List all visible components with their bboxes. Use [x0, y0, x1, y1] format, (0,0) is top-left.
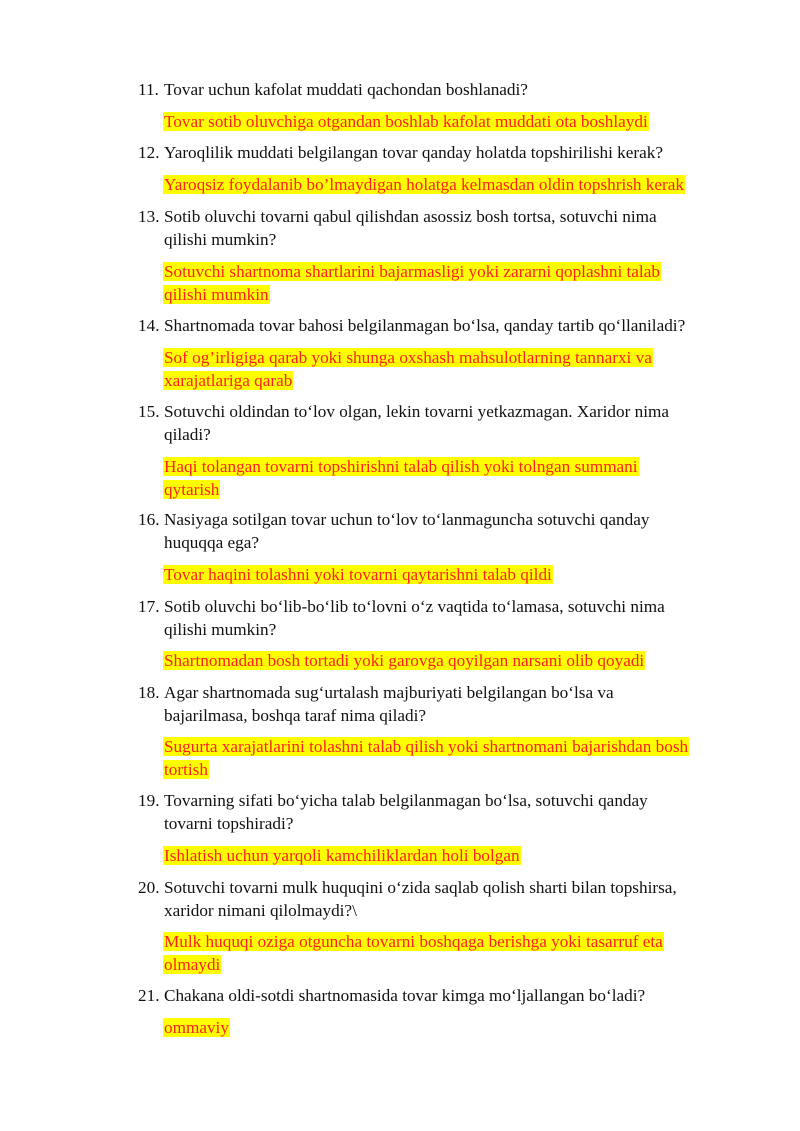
answer — [163, 844, 748, 867]
question — [138, 141, 738, 164]
answer — [163, 649, 748, 672]
question — [138, 984, 738, 1007]
answer — [163, 455, 748, 501]
answer-text: Sugurta xarajatlarini tolashni talab qilish yoki shartnomani bajarishdan bosh tortish — [164, 737, 689, 779]
question — [138, 508, 738, 554]
answer — [163, 930, 748, 976]
answer — [163, 110, 748, 133]
question — [138, 205, 738, 251]
answer-text: Mulk huquqi oziga otguncha tovarni boshqaga berishga yoki tasarruf eta olmaydi — [164, 932, 663, 974]
question-text: Sotib oluvchi bo‘lib-bo‘lib to‘lovni o‘z vaqtida to‘lamasa, sotuvchi nima qilishi mumkin? — [164, 597, 665, 639]
question — [138, 789, 738, 835]
answer-text: Ishlatish uchun yarqoli kamchiliklardan holi bolgan — [164, 846, 520, 865]
question-number: 19. — [138, 791, 160, 810]
question-text: Sotib oluvchi tovarni qabul qilishdan asossiz bosh tortsa, sotuvchi nima qilishi mumkin? — [164, 207, 657, 249]
question-number: 16. — [138, 510, 160, 529]
question-number: 12. — [138, 143, 160, 162]
answer-text: Tovar haqini tolashni yoki tovarni qaytarishni talab qildi — [164, 565, 552, 584]
answer — [163, 173, 748, 196]
answer — [163, 735, 748, 781]
answer — [163, 563, 748, 586]
question — [138, 681, 738, 727]
question-text: Sotuvchi tovarni mulk huquqini o‘zida saqlab qolish sharti bilan topshirsa, xaridor nimani qilolmaydi?\ — [164, 878, 677, 920]
question-number: 17. — [138, 597, 160, 616]
question-text: Chakana oldi-sotdi shartnomasida tovar kimga mo‘ljallangan bo‘ladi? — [164, 986, 646, 1005]
answer — [163, 346, 748, 392]
question — [138, 400, 738, 446]
answer — [163, 260, 748, 306]
answer — [163, 1016, 748, 1039]
question-number: 11. — [138, 80, 159, 99]
question — [138, 314, 738, 337]
question-number: 13. — [138, 207, 160, 226]
answer-text: Sotuvchi shartnoma shartlarini bajarmasligi yoki zararni qoplashni talab qilishi mumkin — [164, 262, 660, 304]
question-number: 14. — [138, 316, 160, 335]
question-text: Agar shartnomada sug‘urtalash majburiyati belgilangan bo‘lsa va bajarilmasa, boshqa taraf nima qiladi? — [164, 683, 614, 725]
answer-text: Tovar sotib oluvchiga otgandan boshlab kafolat muddati ota boshlaydi — [164, 112, 648, 131]
question-number: 20. — [138, 878, 160, 897]
question-text: Yaroqlilik muddati belgilangan tovar qanday holatda topshirilishi kerak? — [164, 143, 663, 162]
answer-text: Yaroqsiz foydalanib bo’lmaydigan holatga kelmasdan oldin topshrish kerak — [164, 175, 684, 194]
question-number: 21. — [138, 986, 160, 1005]
question — [138, 876, 738, 922]
question — [138, 595, 738, 641]
question — [138, 78, 738, 101]
question-text: Shartnomada tovar bahosi belgilanmagan bo‘lsa, qanday tartib qo‘llaniladi? — [164, 316, 686, 335]
answer-text: ommaviy — [164, 1018, 229, 1037]
question-text: Tovarning sifati bo‘yicha talab belgilanmagan bo‘lsa, sotuvchi qanday tovarni topshiradi? — [164, 791, 648, 833]
answer-text: Shartnomadan bosh tortadi yoki garovga qoyilgan narsani olib qoyadi — [164, 651, 645, 670]
question-text: Nasiyaga sotilgan tovar uchun to‘lov to‘lanmaguncha sotuvchi qanday huquqqa ega? — [164, 510, 650, 552]
answer-text: Sof og’irligiga qarab yoki shunga oxshash mahsulotlarning tannarxi va xarajatlariga qarab — [164, 348, 652, 390]
question-text: Tovar uchun kafolat muddati qachondan boshlanadi? — [164, 80, 528, 99]
question-text: Sotuvchi oldindan to‘lov olgan, lekin tovarni yetkazmagan. Xaridor nima qiladi? — [164, 402, 670, 444]
question-number: 18. — [138, 683, 160, 702]
question-number: 15. — [138, 402, 160, 421]
answer-text: Haqi tolangan tovarni topshirishni talab qilish yoki tolngan summani qytarish — [164, 457, 638, 499]
